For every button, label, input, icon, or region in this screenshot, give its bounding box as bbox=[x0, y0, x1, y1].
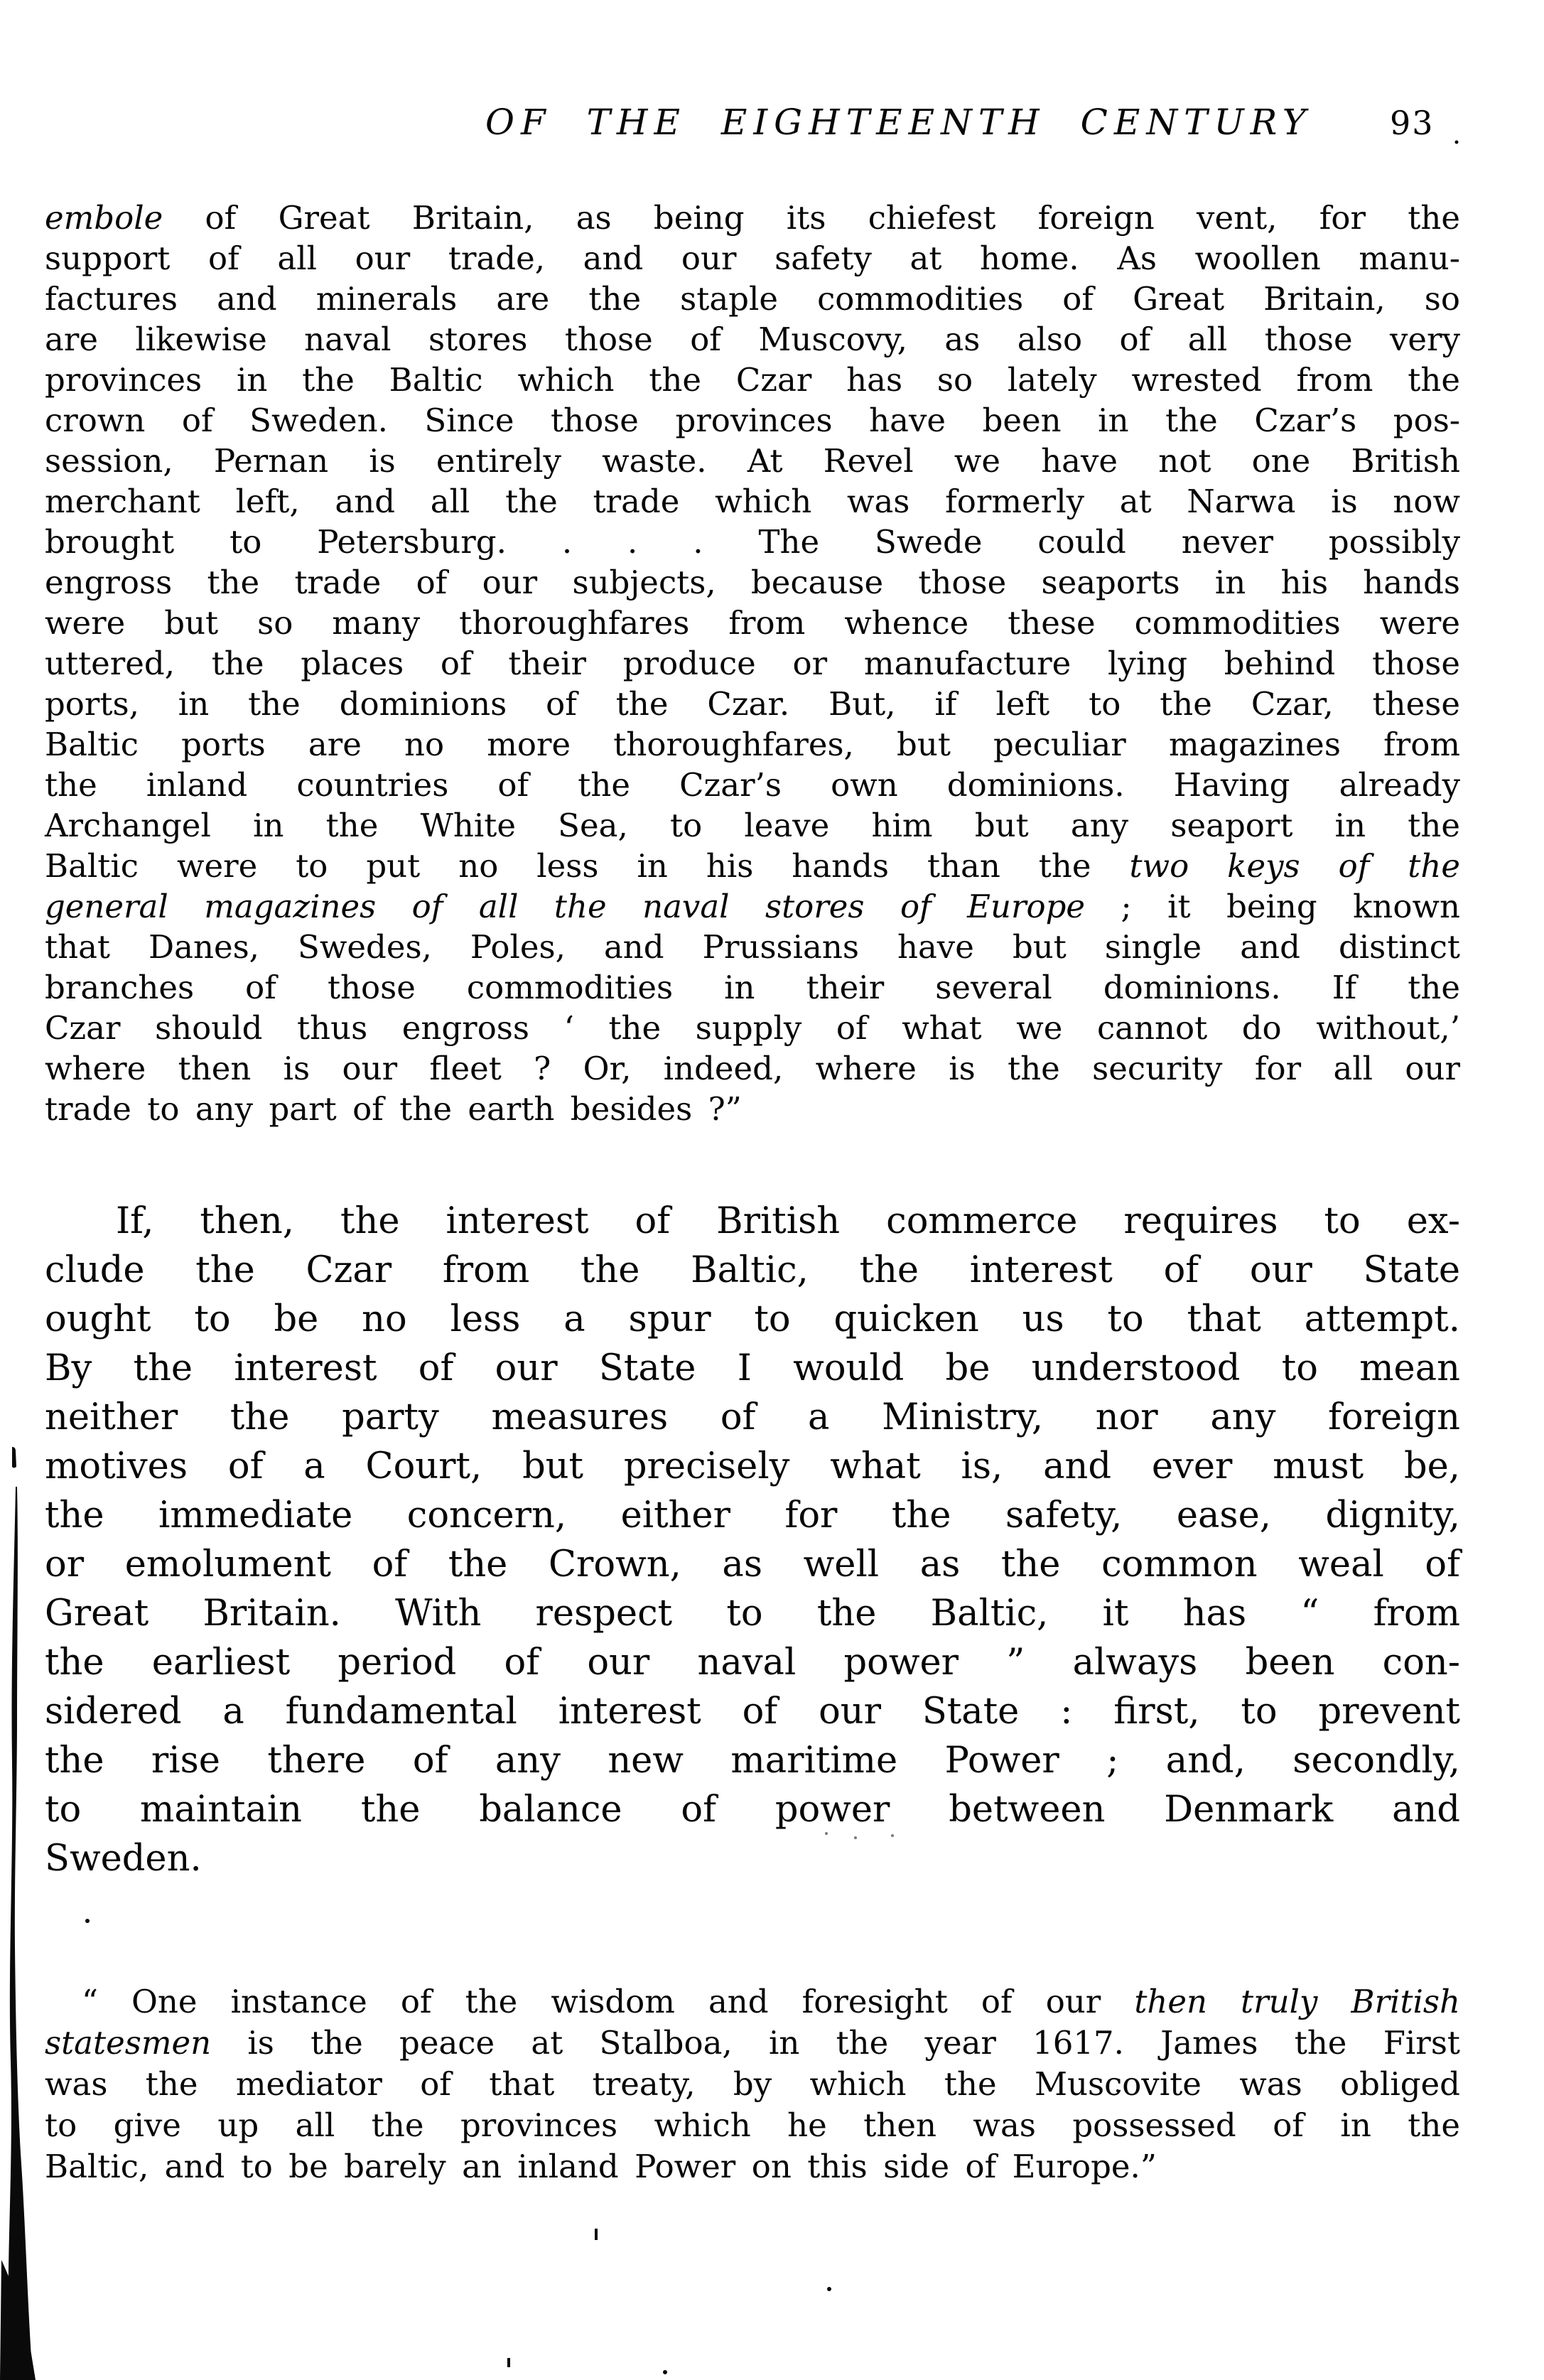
text-line bbox=[45, 319, 1460, 360]
line-text: branches of those commodities in their several dominions. If the bbox=[45, 969, 1460, 1006]
line-text: uttered, the places of their produce or manufacture lying behind those bbox=[45, 645, 1460, 682]
text-line bbox=[45, 2064, 1460, 2105]
line-text: are likewise naval stores those of Muscovy, as also of all those very bbox=[45, 321, 1460, 358]
text-line bbox=[45, 360, 1460, 400]
text-line bbox=[45, 481, 1460, 522]
text-line bbox=[45, 886, 1460, 927]
text-column bbox=[45, 0, 1460, 2380]
line-text: “ One instance of the wisdom and foresight of our bbox=[82, 1983, 1135, 2020]
line-text: Great Britain. With respect to the Baltic, it has “ from bbox=[45, 1593, 1460, 1635]
line-text-after: ; it being known bbox=[1085, 888, 1461, 925]
text-line bbox=[45, 562, 1460, 603]
line-text: the earliest period of our naval power ” always been con- bbox=[45, 1642, 1460, 1684]
text-line bbox=[45, 1981, 1460, 2023]
line-text-after: of Great Britain, as being its chiefest foreign vent, for the bbox=[163, 199, 1460, 237]
line-text: Sweden. bbox=[45, 1838, 202, 1880]
line-text: or emolument of the Crown, as well as the common weal of bbox=[45, 1544, 1460, 1585]
line-text: brought to Petersburg. . . . The Swede could never possibly bbox=[45, 523, 1460, 561]
line-text: Czar should thus engross ‘ the supply of what we cannot do without,’ bbox=[45, 1009, 1460, 1047]
line-text: ports, in the dominions of the Czar. But, if left to the Czar, these bbox=[45, 685, 1460, 723]
line-text: engross the trade of our subjects, because those seaports in his hands bbox=[45, 564, 1460, 601]
line-text: was the mediator of that treaty, by which the Muscovite was obliged bbox=[45, 2065, 1460, 2103]
text-line bbox=[45, 1834, 1460, 1883]
text-line bbox=[45, 1736, 1460, 1785]
line-text: Baltic, and to be barely an inland Power on this side of Europe.” bbox=[45, 2148, 1157, 2185]
line-text: By the interest of our State I would be understood to mean bbox=[45, 1347, 1460, 1389]
line-text: crown of Sweden. Since those provinces have been in the Czar’s pos- bbox=[45, 402, 1460, 439]
text-line bbox=[45, 1638, 1460, 1687]
text-line bbox=[45, 441, 1460, 481]
text-line bbox=[45, 400, 1460, 441]
running-header bbox=[45, 101, 1460, 158]
text-line bbox=[45, 805, 1460, 846]
line-text: provinces in the Baltic which the Czar has so lately wrested from the bbox=[45, 361, 1460, 399]
line-text: ought to be no less a spur to quicken us to that attempt. bbox=[45, 1298, 1460, 1340]
line-text: to give up all the provinces which he then was possessed of in the bbox=[45, 2106, 1460, 2144]
line-text-italic: general magazines of all the naval stores of Europe bbox=[45, 888, 1086, 925]
text-line bbox=[45, 2105, 1460, 2146]
line-text: where then is our fleet ? Or, indeed, where is the security for all our bbox=[45, 1050, 1460, 1087]
text-line bbox=[45, 846, 1460, 886]
header-title: OF THE EIGHTEENTH CENTURY bbox=[485, 102, 1312, 143]
text-line bbox=[45, 1089, 1460, 1129]
binding-streak bbox=[0, 1447, 36, 2380]
page-number: 93 bbox=[1390, 104, 1435, 142]
quote-block bbox=[45, 198, 1460, 1129]
text-line bbox=[45, 1246, 1460, 1295]
body-paragraph bbox=[45, 1197, 1460, 1883]
text-line bbox=[45, 1687, 1460, 1736]
text-line bbox=[45, 967, 1460, 1008]
line-text: neither the party measures of a Ministry, nor any foreign bbox=[45, 1396, 1460, 1438]
text-line bbox=[45, 2023, 1460, 2064]
text-line bbox=[45, 1344, 1460, 1393]
text-line bbox=[45, 684, 1460, 724]
line-text: session, Pernan is entirely waste. At Revel we have not one British bbox=[45, 442, 1460, 480]
line-text: to maintain the balance of power between Denmark and bbox=[45, 1789, 1460, 1831]
text-line bbox=[45, 1295, 1460, 1344]
text-line bbox=[45, 765, 1460, 805]
line-text: clude the Czar from the Baltic, the interest of our State bbox=[45, 1249, 1460, 1291]
text-line bbox=[45, 238, 1460, 279]
text-line bbox=[45, 1393, 1460, 1442]
line-text: factures and minerals are the staple commodities of Great Britain, so bbox=[45, 280, 1460, 318]
line-text: that Danes, Swedes, Poles, and Prussians have but single and distinct bbox=[45, 928, 1460, 966]
line-text: were but so many thoroughfares from whence these commodities were bbox=[45, 604, 1460, 642]
line-text: merchant left, and all the trade which was formerly at Narwa is now bbox=[45, 483, 1460, 520]
line-text: If, then, the interest of British commerce requires to ex- bbox=[116, 1200, 1460, 1242]
text-line bbox=[45, 1540, 1460, 1589]
text-line bbox=[45, 1589, 1460, 1638]
text-line bbox=[45, 1048, 1460, 1089]
line-text-italic: then truly British bbox=[1134, 1983, 1460, 2020]
text-line bbox=[45, 279, 1460, 319]
line-text-italic: embole bbox=[45, 199, 163, 237]
line-text: support of all our trade, and our safety at home. As woollen manu- bbox=[45, 239, 1460, 277]
line-text: Archangel in the White Sea, to leave him but any seaport in the bbox=[45, 807, 1460, 844]
text-line bbox=[45, 2146, 1460, 2187]
text-line bbox=[45, 198, 1460, 238]
text-line bbox=[45, 643, 1460, 684]
text-line bbox=[45, 603, 1460, 643]
line-text-italic: statesmen bbox=[45, 2024, 212, 2062]
line-text: sidered a fundamental interest of our State : first, to prevent bbox=[45, 1691, 1460, 1733]
line-text: trade to any part of the earth besides ?” bbox=[45, 1090, 742, 1128]
line-text-after: is the peace at Stalboa, in the year 1617. James the First bbox=[211, 2024, 1460, 2062]
footnote-paragraph bbox=[45, 1981, 1460, 2187]
text-line bbox=[45, 1785, 1460, 1834]
text-line bbox=[45, 724, 1460, 765]
line-text: Baltic ports are no more thoroughfares, but peculiar magazines from bbox=[45, 726, 1460, 763]
text-line bbox=[45, 927, 1460, 967]
text-line bbox=[45, 1197, 1460, 1246]
line-text: the immediate concern, either for the safety, ease, dignity, bbox=[45, 1495, 1460, 1536]
line-text: the inland countries of the Czar’s own dominions. Having already bbox=[45, 766, 1460, 804]
line-text: Baltic were to put no less in his hands than the bbox=[45, 847, 1130, 885]
text-line bbox=[45, 522, 1460, 562]
text-line bbox=[45, 1008, 1460, 1048]
line-text: motives of a Court, but precisely what is, and ever must be, bbox=[45, 1445, 1460, 1487]
line-text: the rise there of any new maritime Power ; and, secondly, bbox=[45, 1740, 1460, 1782]
line-text-italic: two keys of the bbox=[1129, 847, 1460, 885]
text-line bbox=[45, 1442, 1460, 1491]
text-line bbox=[45, 1491, 1460, 1540]
